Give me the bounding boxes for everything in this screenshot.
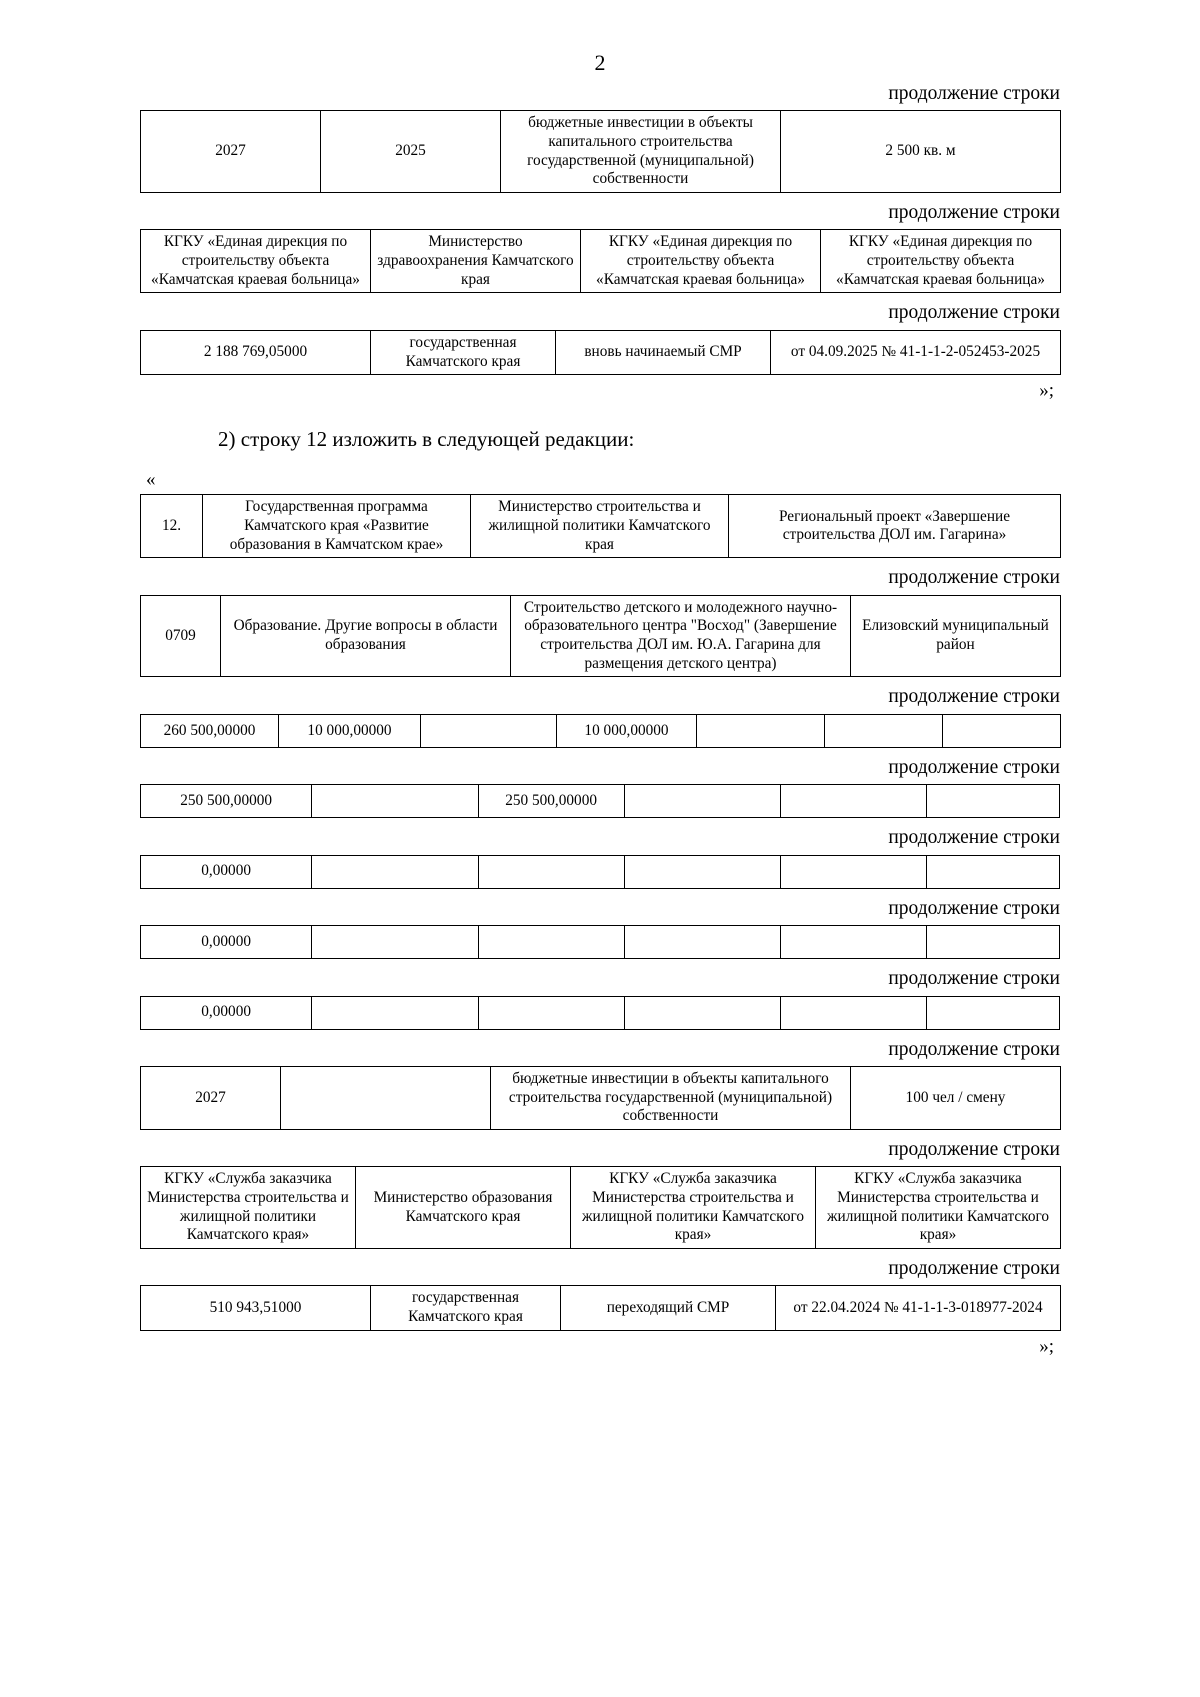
table-orgs-1 xyxy=(140,229,1061,293)
cell-amount-y3: 10 000,00000 xyxy=(557,714,697,747)
cell-amount-y3 xyxy=(624,996,780,1029)
cell-ownership: государственная Камчатского края xyxy=(371,330,556,374)
table-row xyxy=(141,1167,1061,1249)
table-orgs-2 xyxy=(140,1166,1061,1249)
cell-amount-total: 260 500,00000 xyxy=(141,714,279,747)
cell-year-start xyxy=(281,1066,491,1129)
cell-amount-y2 xyxy=(478,855,624,888)
table-row xyxy=(141,1066,1061,1129)
table-row xyxy=(141,926,1060,959)
table-row xyxy=(141,1286,1061,1330)
cell-year-implementation: 2027 xyxy=(141,1066,281,1129)
continuation-label-11: продолжение строки xyxy=(888,1138,1060,1160)
cell-regional-project: Региональный проект «Завершение строительства ДОЛ им. Гагарина» xyxy=(729,495,1061,558)
cell-org-developer: КГКУ «Служба заказчика Министерства строительства и жилищной политики Камчатского края» xyxy=(141,1167,356,1249)
continuation-label-5: продолжение строки xyxy=(888,686,1060,708)
cell-amount-total: 0,00000 xyxy=(141,855,312,888)
cell-ministry: Министерство строительства и жилищной политики Камчатского края xyxy=(471,495,729,558)
cell-amount-y3 xyxy=(624,785,780,818)
cell-amount-y2 xyxy=(421,714,557,747)
table-row xyxy=(141,495,1061,558)
cell-amount-y3 xyxy=(624,855,780,888)
cell-amount-y4 xyxy=(780,996,926,1029)
cell-amount-y3 xyxy=(624,926,780,959)
quote-open-2: « xyxy=(146,469,156,491)
cell-org-ministry: Министерство здравоохранения Камчатского края xyxy=(371,230,581,293)
cell-work-status: переходящий СМР xyxy=(561,1286,776,1330)
cell-amount: 510 943,51000 xyxy=(141,1286,371,1330)
table-amounts-row-3 xyxy=(140,855,1060,889)
continuation-label-9: продолжение строки xyxy=(888,968,1060,990)
cell-state-program: Государственная программа Камчатского края «Развитие образования в Камчатском крае» xyxy=(203,495,471,558)
continuation-label-8: продолжение строки xyxy=(888,897,1060,919)
cell-amount-total: 0,00000 xyxy=(141,996,312,1029)
table-program-2 xyxy=(140,494,1061,558)
continuation-label-3: продолжение строки xyxy=(888,302,1060,324)
cell-amount-y5 xyxy=(825,714,943,747)
cell-org-operator: КГКУ «Единая дирекция по строительству объекта «Камчатская краевая больница» xyxy=(821,230,1061,293)
document-content xyxy=(140,83,1060,1356)
section-heading: 2) строку 12 изложить в следующей редакции: xyxy=(218,427,635,452)
cell-amount-y5 xyxy=(926,855,1059,888)
table-row xyxy=(141,111,1061,193)
cell-amount-y1 xyxy=(312,996,478,1029)
continuation-label-2: продолжение строки xyxy=(888,202,1060,224)
table-row xyxy=(141,714,1061,747)
cell-municipality: Елизовский муниципальный район xyxy=(851,595,1061,677)
table-finance-1 xyxy=(140,330,1061,375)
continuation-label-7: продолжение строки xyxy=(888,827,1060,849)
table-years-2 xyxy=(140,1066,1061,1130)
cell-org-customer: КГКУ «Служба заказчика Министерства строительства и жилищной политики Камчатского края» xyxy=(571,1167,816,1249)
table-row xyxy=(141,330,1061,374)
quote-close-1: »; xyxy=(1039,380,1054,402)
cell-amount-y4 xyxy=(697,714,825,747)
table-row xyxy=(141,855,1060,888)
table-row xyxy=(141,785,1060,818)
table-row xyxy=(141,996,1060,1029)
table-finance-2 xyxy=(140,1285,1061,1330)
cell-amount-y4 xyxy=(780,785,926,818)
quote-close-2: »; xyxy=(1039,1335,1054,1357)
cell-amount: 2 188 769,05000 xyxy=(141,330,371,374)
table-object-2 xyxy=(140,595,1061,678)
cell-amount-y5 xyxy=(926,926,1059,959)
cell-amount-y5 xyxy=(926,785,1059,818)
cell-amount-total: 0,00000 xyxy=(141,926,312,959)
table-amounts-row-2 xyxy=(140,784,1060,818)
continuation-label-1: продолжение строки xyxy=(888,83,1060,104)
cell-amount-y2 xyxy=(478,926,624,959)
table-amounts-row-5 xyxy=(140,996,1060,1030)
cell-work-status: вновь начинаемый СМР xyxy=(556,330,771,374)
cell-year-implementation: 2027 xyxy=(141,111,321,193)
cell-amount-y4 xyxy=(780,926,926,959)
cell-capacity: 2 500 кв. м xyxy=(781,111,1061,193)
cell-amount-y1 xyxy=(312,785,478,818)
cell-amount-y1 xyxy=(312,926,478,959)
cell-org-operator: КГКУ «Служба заказчика Министерства строительства и жилищной политики Камчатского края» xyxy=(816,1167,1061,1249)
cell-investment-type: бюджетные инвестиции в объекты капитального строительства государственной (муниципальной) собственности xyxy=(501,111,781,193)
table-amounts-row-1 xyxy=(140,714,1061,748)
table-years-1 xyxy=(140,110,1061,193)
continuation-label-12: продолжение строки xyxy=(888,1257,1060,1279)
cell-org-customer: КГКУ «Единая дирекция по строительству объекта «Камчатская краевая больница» xyxy=(581,230,821,293)
table-row xyxy=(141,230,1061,293)
cell-amount-y5 xyxy=(926,996,1059,1029)
continuation-label-10: продолжение строки xyxy=(888,1038,1060,1060)
table-amounts-row-4 xyxy=(140,925,1060,959)
page-number: 2 xyxy=(594,50,606,75)
cell-org-developer: КГКУ «Единая дирекция по строительству объекта «Камчатская краевая больница» xyxy=(141,230,371,293)
cell-investment-type: бюджетные инвестиции в объекты капитального строительства государственной (муниципальной) собственности xyxy=(491,1066,851,1129)
cell-amount-y6 xyxy=(943,714,1061,747)
table-row xyxy=(141,595,1061,677)
cell-amount-y4 xyxy=(780,855,926,888)
cell-amount-total: 250 500,00000 xyxy=(141,785,312,818)
cell-ownership: государственная Камчатского края xyxy=(371,1286,561,1330)
cell-conclusion-ref: от 22.04.2024 № 41-1-1-3-018977-2024 xyxy=(776,1286,1061,1330)
cell-amount-y2: 250 500,00000 xyxy=(478,785,624,818)
cell-org-ministry: Министерство образования Камчатского края xyxy=(356,1167,571,1249)
cell-expenditure-category: Образование. Другие вопросы в области образования xyxy=(221,595,511,677)
cell-amount-y1: 10 000,00000 xyxy=(279,714,421,747)
cell-amount-y2 xyxy=(478,996,624,1029)
cell-amount-y1 xyxy=(312,855,478,888)
cell-conclusion-ref: от 04.09.2025 № 41-1-1-2-052453-2025 xyxy=(771,330,1061,374)
cell-budget-code: 0709 xyxy=(141,595,221,677)
cell-row-number: 12. xyxy=(141,495,203,558)
continuation-label-6: продолжение строки xyxy=(888,756,1060,778)
cell-object-name: Строительство детского и молодежного научно-образовательного центра "Восход" (Завершение строительства ДОЛ им. Ю.А. Гагарина для размещения детского центра) xyxy=(511,595,851,677)
continuation-label-4: продолжение строки xyxy=(888,567,1060,589)
cell-capacity: 100 чел / смену xyxy=(851,1066,1061,1129)
cell-year-start: 2025 xyxy=(321,111,501,193)
